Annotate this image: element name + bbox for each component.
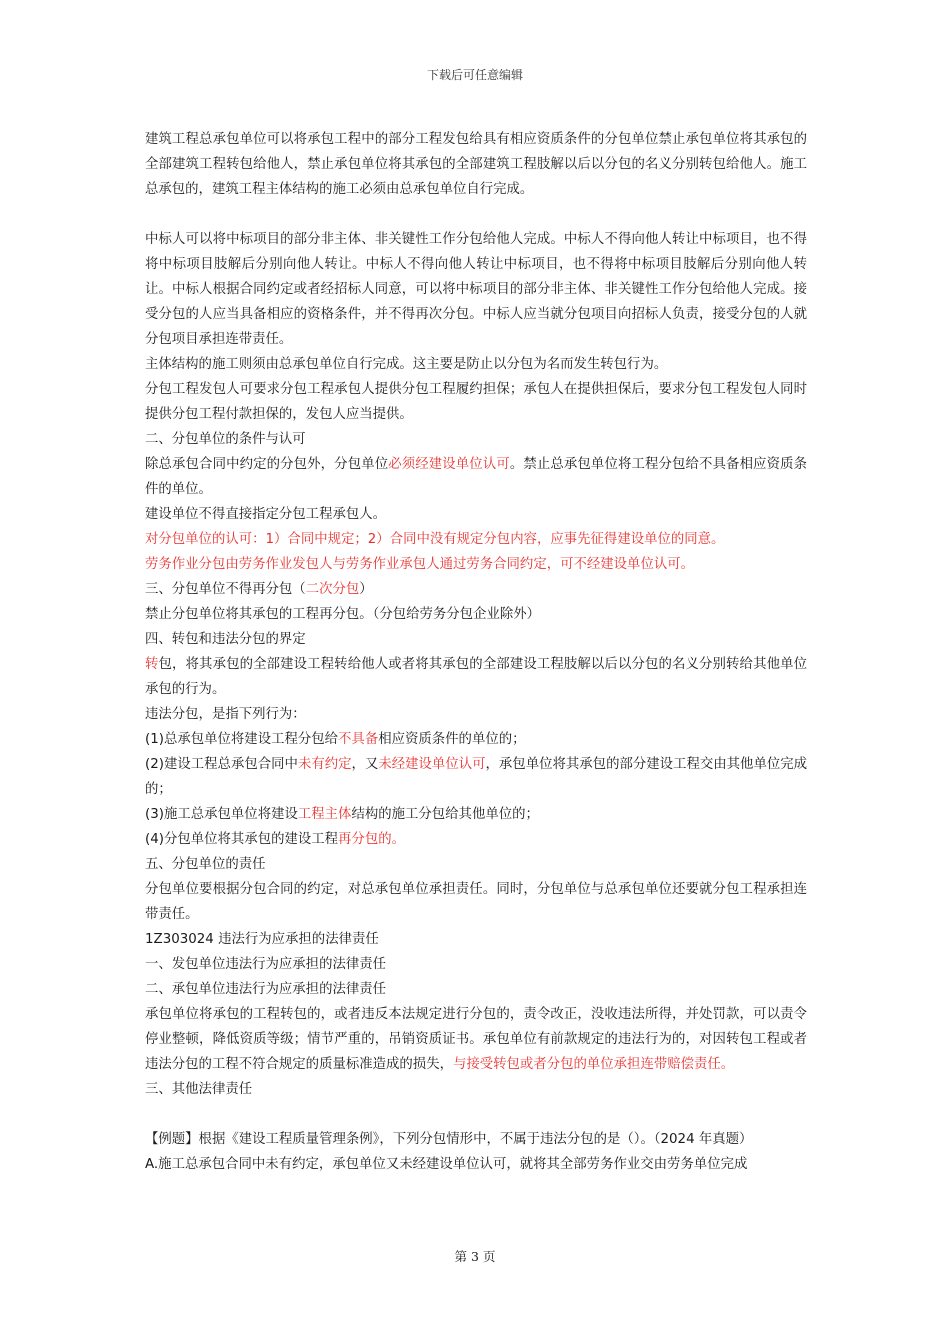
- paragraph: [145, 1127, 807, 1152]
- paragraph: [145, 827, 807, 852]
- text-run: ，又: [351, 757, 379, 772]
- highlighted-text: 未有约定: [297, 757, 352, 772]
- text-run: 1Z303024 违法行为应承担的法律责任: [145, 932, 379, 947]
- highlighted-text: 不具备: [338, 732, 379, 747]
- highlighted-text: 对分包单位的认可：1）合同中规定；2）合同中没有规定分包内容，应事先征得建设单位的同意。: [145, 532, 725, 547]
- text-run: 相应资质条件的单位的；: [378, 732, 526, 747]
- text-run: ，承包单位将其承包的部分建设工程交由其他单位完成的；: [145, 757, 808, 797]
- text-run: (3)施工总承包单位将建设: [145, 807, 298, 822]
- highlighted-text: 转: [145, 657, 159, 672]
- paragraph: [145, 352, 807, 377]
- text-run: A.施工总承包合同中未有约定，承包单位又未经建设单位认可，就将其全部劳务作业交由劳务单位完成: [145, 1157, 748, 1172]
- text-run: 除总承包合同中约定的分包外，分包单位: [145, 457, 389, 472]
- paragraph: [145, 452, 807, 502]
- paragraph: [145, 752, 807, 802]
- text-run: 承包单位将承包的工程转包的，或者违反本法规定进行分包的，责令改正，没收违法所得，并处罚款，可以责令停业整顿，降低资质等级；情节严重的，吊销资质证书。承包单位有前款规定的违法行为的，对因转包工程或者违法分包的工程不符合规定的质量标准造成的损失，: [145, 1007, 807, 1072]
- paragraph: [145, 527, 807, 552]
- text-run: 四、转包和违法分包的界定: [145, 632, 306, 647]
- text-run: 中标人可以将中标项目的部分非主体、非关键性工作分包给他人完成。中标人不得向他人转让中标项目，也不得将中标项目肢解后分别向他人转让。中标人不得向他人转让中标项目，也不得将中标项目肢解后分别向他人转让。中标人根据合同约定或者经招标人同意，可以将中标项目的部分非主体、非关键性工作分包给他人完成。接受分包的人应当具备相应的资格条件，并不得再次分包。中标人应当就分包项目向招标人负责，接受分包的人就分包项目承担连带责任。: [145, 232, 807, 347]
- paragraph: [145, 1002, 807, 1077]
- text-run: 禁止分包单位将其承包的工程再分包。（分包给劳务分包企业除外）: [145, 607, 541, 622]
- text-run: 主体结构的施工则须由总承包单位自行完成。这主要是防止以分包为名而发生转包行为。: [145, 357, 668, 372]
- paragraph: [145, 1077, 807, 1102]
- blank-line: [145, 202, 807, 227]
- text-run: (1)总承包单位将建设工程分包给: [145, 732, 339, 747]
- paragraph: [145, 127, 807, 202]
- text-run: 违法分包，是指下列行为：: [145, 707, 306, 722]
- highlighted-text: 必须经建设单位认可: [388, 457, 510, 472]
- paragraph: [145, 652, 807, 702]
- text-run: 建设单位不得直接指定分包工程承包人。: [145, 507, 387, 522]
- paragraph: [145, 602, 807, 627]
- text-run: (2)建设工程总承包合同中: [145, 757, 298, 772]
- text-run: 三、分包单位不得再分包（: [145, 582, 306, 597]
- paragraph: [145, 427, 807, 452]
- paragraph: [145, 927, 807, 952]
- paragraph: [145, 977, 807, 1002]
- paragraph: [145, 1152, 807, 1177]
- highlighted-text: 工程主体: [297, 807, 352, 822]
- text-run: 一、发包单位违法行为应承担的法律责任: [145, 957, 387, 972]
- paragraph: [145, 552, 807, 577]
- paragraph: [145, 952, 807, 977]
- highlighted-text: 劳务作业分包由劳务作业发包人与劳务作业承包人通过劳务合同约定，可不经建设单位认可。: [145, 557, 695, 572]
- paragraph: [145, 227, 807, 352]
- text-run: 包，将其承包的全部建设工程转给他人或者将其承包的全部建设工程肢解以后以分包的名义分别转给其他单位承包的行为。: [145, 657, 807, 697]
- text-run: (4)分包单位将其承包的建设工程: [145, 832, 339, 847]
- document-body: [145, 127, 807, 1177]
- text-run: 【例题】根据《建设工程质量管理条例》，下列分包情形中，不属于违法分包的是（）。（2024 年真题）: [145, 1132, 753, 1147]
- paragraph: [145, 727, 807, 752]
- highlighted-text: 再分包的。: [338, 832, 405, 847]
- paragraph: [145, 877, 807, 927]
- text-run: 二、承包单位违法行为应承担的法律责任: [145, 982, 387, 997]
- highlighted-text: 二次分包: [305, 582, 360, 597]
- paragraph: [145, 702, 807, 727]
- text-run: 结构的施工分包给其他单位的；: [351, 807, 539, 822]
- text-run: 。禁止总承包单位将工程分包给不具备相应资质条件的单位。: [145, 457, 808, 497]
- paragraph: [145, 627, 807, 652]
- page-footer: 第 3 页: [454, 1249, 496, 1264]
- text-run: 三、其他法律责任: [145, 1082, 253, 1097]
- text-run: 五、分包单位的责任: [145, 857, 266, 872]
- paragraph: [145, 377, 807, 427]
- highlighted-text: 与接受转包或者分包的单位承担连带赔偿责任。: [452, 1057, 735, 1072]
- text-run: 分包单位要根据分包合同的约定，对总承包单位承担责任。同时，分包单位与总承包单位还要就分包工程承担连带责任。: [145, 882, 807, 922]
- page-header: 下载后可任意编辑: [426, 68, 523, 82]
- text-run: 二、分包单位的条件与认可: [145, 432, 306, 447]
- blank-line: [145, 1102, 807, 1127]
- text-run: 建筑工程总承包单位可以将承包工程中的部分工程发包给具有相应资质条件的分包单位禁止承包单位将其承包的全部建筑工程转包给他人，禁止承包单位将其承包的全部建筑工程肢解以后以分包的名义分别转包给他人。施工总承包的，建筑工程主体结构的施工必须由总承包单位自行完成。: [145, 132, 807, 197]
- highlighted-text: 未经建设单位认可: [378, 757, 486, 772]
- paragraph: [145, 502, 807, 527]
- paragraph: [145, 802, 807, 827]
- paragraph: [145, 852, 807, 877]
- text-run: 分包工程发包人可要求分包工程承包人提供分包工程履约担保；承包人在提供担保后，要求分包工程发包人同时提供分包工程付款担保的，发包人应当提供。: [145, 382, 807, 422]
- paragraph: [145, 577, 807, 602]
- text-run: ）: [359, 582, 373, 597]
